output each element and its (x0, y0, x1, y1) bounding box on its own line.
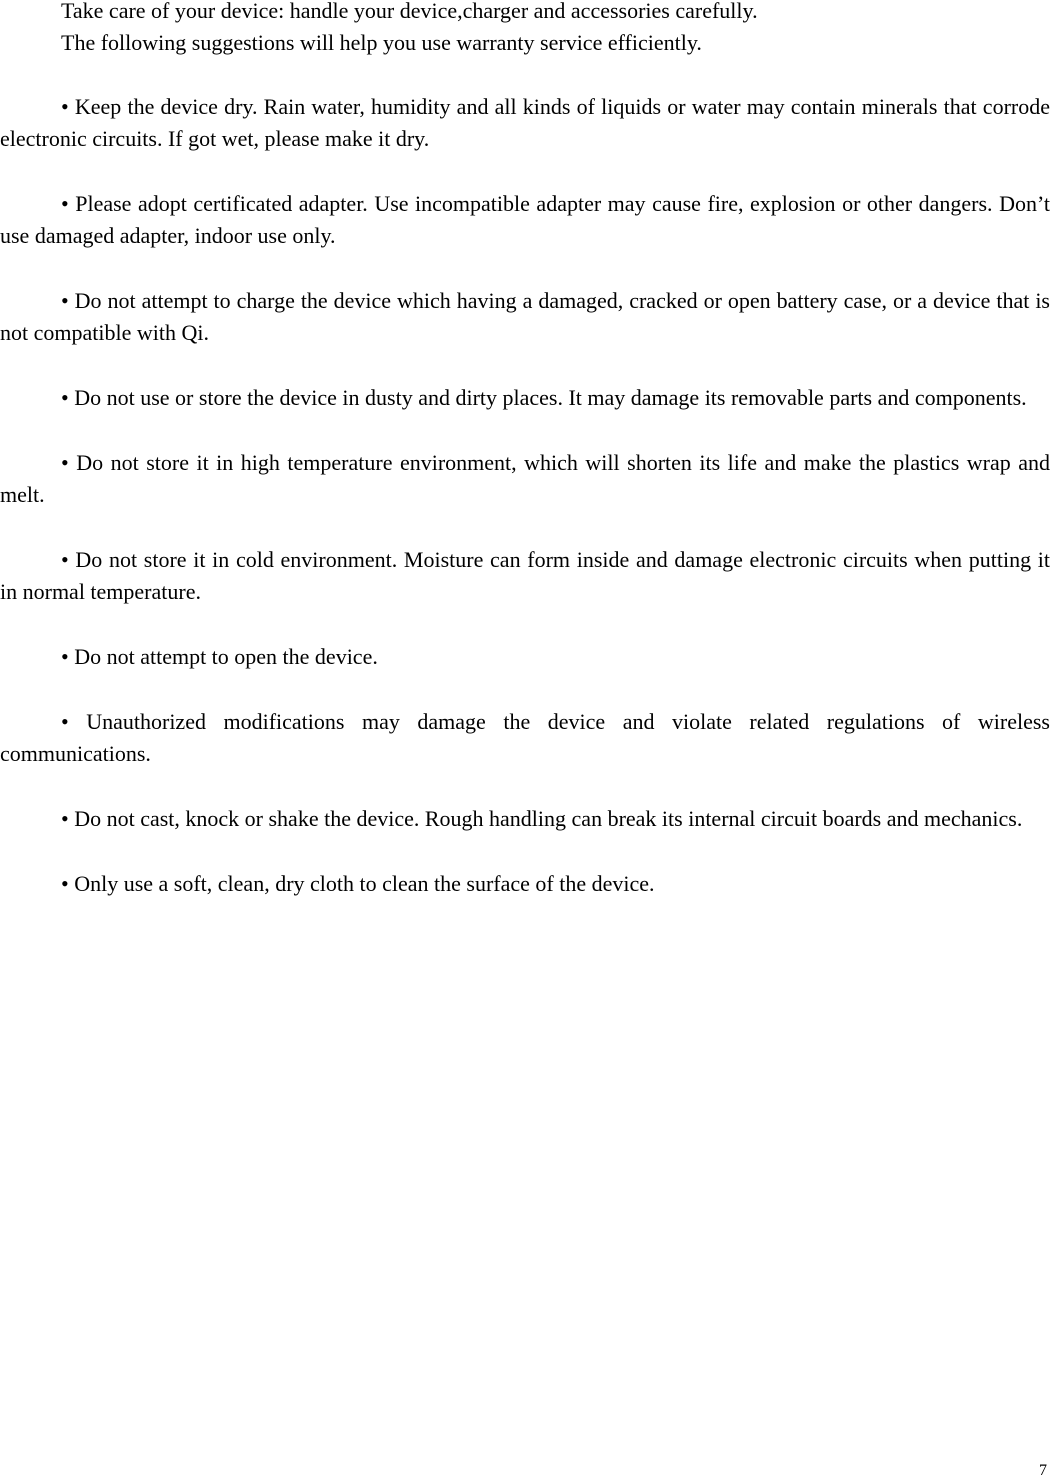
tip-keep-dry: • Keep the device dry. Rain water, humidity and all kinds of liquids or water may contain minerals that corrode electronic circuits. If got wet, please make it dry. (0, 94, 1050, 151)
intro-line-care: Take care of your device: handle your device,charger and accessories carefully. (61, 0, 758, 23)
tip-cold-environment: • Do not store it in cold environment. Moisture can form inside and damage electronic circuits when putting it in normal temperature. (0, 547, 1050, 604)
tip-unauthorized-modifications: • Unauthorized modifications may damage the device and violate related regulations of wireless communications. (0, 709, 1050, 766)
tip-do-not-open: • Do not attempt to open the device. (61, 644, 378, 669)
care-tips-list (0, 91, 1050, 933)
tip-cleaning: • Only use a soft, clean, dry cloth to clean the surface of the device. (61, 871, 655, 896)
tip-damaged-battery: • Do not attempt to charge the device which having a damaged, cracked or open battery case, or a device that is not compatible with Qi. (0, 288, 1050, 345)
tip-certificated-adapter: • Please adopt certificated adapter. Use incompatible adapter may cause fire, explosion or other dangers. Don’t use damaged adapter, indoor use only. (0, 191, 1050, 248)
page-number: 7 (1039, 1462, 1047, 1479)
tip-rough-handling: • Do not cast, knock or shake the device. Rough handling can break its internal circuit boards and mechanics. (61, 806, 1023, 831)
intro-line-suggestions: The following suggestions will help you use warranty service efficiently. (61, 30, 702, 55)
tip-high-temperature: • Do not store it in high temperature environment, which will shorten its life and make the plastics wrap and melt. (0, 450, 1050, 507)
tip-dusty-places: • Do not use or store the device in dusty and dirty places. It may damage its removable parts and components. (61, 385, 1027, 410)
